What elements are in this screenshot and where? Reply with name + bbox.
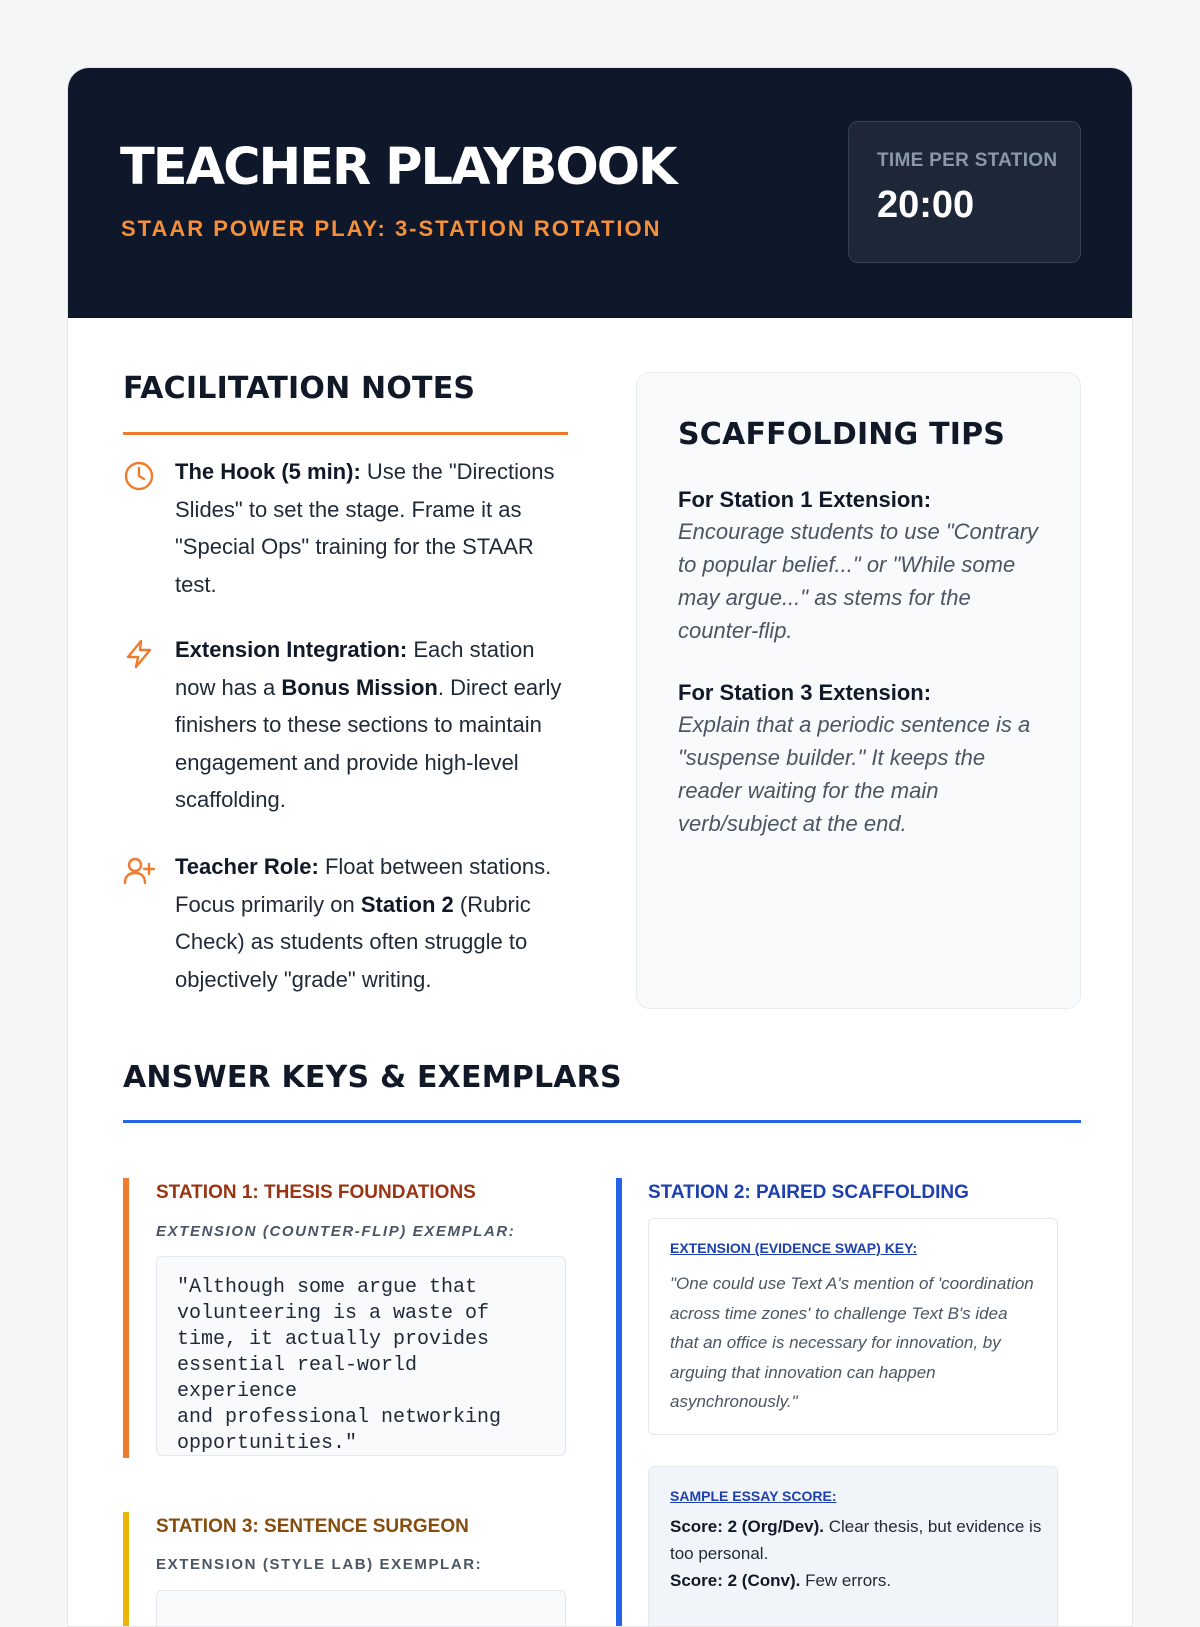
facilitation-divider [123, 432, 568, 435]
station-1-subtitle: EXTENSION (COUNTER-FLIP) EXEMPLAR: [156, 1223, 516, 1240]
note-extension-bold: Bonus Mission [281, 674, 438, 700]
station-1-section [123, 1178, 573, 1458]
note-teacher-role-body-a: Float between stations. Focus primarily on [175, 854, 552, 917]
note-extension-lead: Extension Integration: [175, 637, 408, 662]
note-hook-body: Use the "Directions Slides" to set the stage. Frame it as "Special Ops" training for the STAAR test. [175, 459, 555, 597]
tip-3-heading: For Station 3 Extension: [678, 680, 932, 705]
station-1-exemplar: "Although some argue that volunteering is a waste of time, it actually provides essential real-world experience and professional networking opportunities." [156, 1256, 566, 1456]
score-conv [670, 1567, 1050, 1594]
note-extension-text [175, 631, 575, 819]
answer-keys-heading: ANSWER KEYS & EXEMPLARS [123, 1060, 622, 1095]
note-hook-lead: The Hook (5 min): [175, 459, 361, 484]
time-value: 20:00 [877, 184, 975, 226]
score-org-dev-lead: Score: 2 (Org/Dev). [670, 1517, 824, 1536]
evidence-swap-key-box [648, 1218, 1058, 1435]
user-plus-icon [123, 855, 155, 887]
sample-essay-score-box [648, 1466, 1058, 1627]
station-2-title: STATION 2: PAIRED SCAFFOLDING [648, 1182, 969, 1203]
lightning-icon [123, 638, 155, 670]
tip-1-text: Encourage students to use "Contrary to popular belief..." or "While some may argue..." as stems for the counter-flip. [678, 519, 1039, 643]
scaffolding-tips-heading: SCAFFOLDING TIPS [678, 417, 1006, 452]
evidence-swap-key-label: EXTENSION (EVIDENCE SWAP) KEY: [670, 1240, 918, 1256]
score-conv-lead: Score: 2 (Conv). [670, 1571, 801, 1590]
page-header [68, 68, 1133, 318]
station-1-accent-bar [123, 1178, 129, 1458]
page-title: TEACHER PLAYBOOK [120, 138, 676, 197]
scaffolding-tips-panel [636, 372, 1081, 1009]
facilitation-notes-heading: FACILITATION NOTES [123, 371, 476, 406]
station-3-subtitle: EXTENSION (STYLE LAB) EXEMPLAR: [156, 1556, 483, 1573]
station-1-title: STATION 1: THESIS FOUNDATIONS [156, 1182, 476, 1203]
time-per-station-box [848, 121, 1081, 263]
station-3-section [123, 1512, 573, 1627]
note-teacher-role-lead: Teacher Role: [175, 854, 319, 879]
note-teacher-role-text [175, 848, 575, 998]
station-2-section [616, 1178, 1081, 1627]
playbook-card [67, 67, 1133, 1627]
time-label: TIME PER STATION [877, 150, 1058, 171]
score-org-dev-text: Clear thesis, but evidence is too personal. [670, 1517, 1042, 1563]
clock-icon [123, 460, 155, 492]
note-extension-body-a: Each station now has a [175, 637, 535, 700]
answer-keys-divider [123, 1120, 1081, 1123]
score-conv-text: Few errors. [800, 1571, 892, 1590]
sample-essay-score-label: SAMPLE ESSAY SCORE: [670, 1488, 837, 1504]
page-subtitle: STAAR POWER PLAY: 3-STATION ROTATION [121, 216, 662, 241]
station-2-accent-bar [616, 1178, 622, 1627]
score-org-dev [670, 1513, 1050, 1567]
tip-3-text: Explain that a periodic sentence is a "suspense builder." It keeps the reader waiting for the main verb/subject at the end. [678, 712, 1031, 836]
note-teacher-role-body-b: (Rubric Check) as students often struggle to objectively "grade" writing. [175, 891, 531, 992]
note-hook-text [175, 453, 575, 603]
station-3-accent-bar [123, 1512, 129, 1627]
evidence-swap-key-text: "One could use Text A's mention of 'coordination across time zones' to challenge Text B's idea that an office is necessary for innovation, by arguing that innovation can happen asynchronously." [670, 1274, 1034, 1411]
note-extension-body-b: . Direct early finishers to these sections to maintain engagement and provide high-level scaffolding. [175, 674, 562, 812]
station-3-title: STATION 3: SENTENCE SURGEON [156, 1516, 469, 1537]
tip-1-heading: For Station 1 Extension: [678, 487, 932, 512]
station-3-exemplar [156, 1590, 566, 1627]
note-teacher-role-bold: Station 2 [360, 891, 454, 917]
